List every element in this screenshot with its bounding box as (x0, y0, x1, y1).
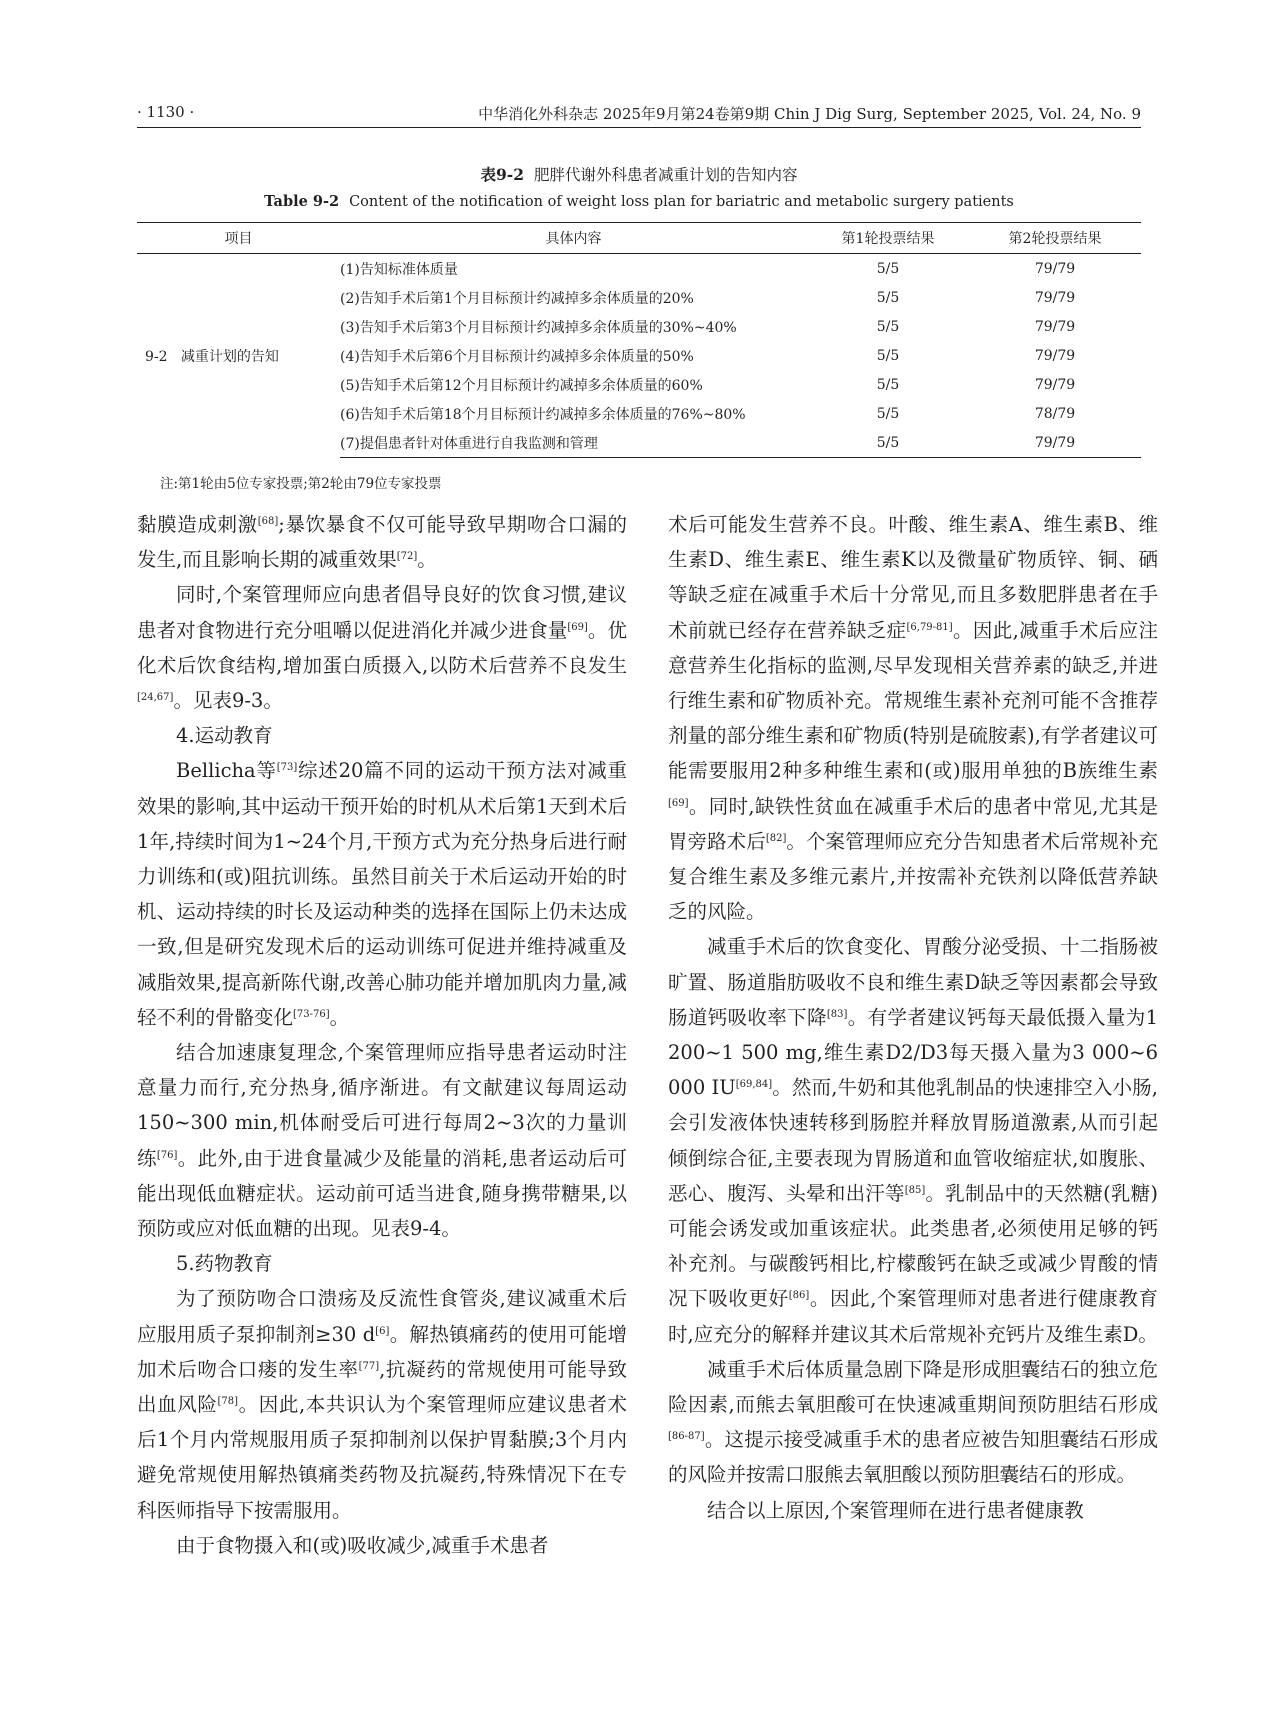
row-round1: 5/5 (807, 428, 969, 458)
citation: [83] (826, 1008, 848, 1020)
row-content: (6)告知手术后第18个月目标预计约减掉多余体质量的76%~80% (340, 406, 746, 423)
table-caption-en (137, 193, 1141, 210)
citation: [73-76] (293, 1008, 330, 1020)
citation: [69,84] (735, 1079, 773, 1091)
paragraph: 结合加速康复理念,个案管理师应指导患者运动时注意量力而行,充分热身,循序渐进。有文献建议每周运动150~300 min,机体耐受后可进行每周2~3次的力量训练[76]。此外,由于进食量减少及能量的消耗,患者运动后可能出现低血糖症状。运动前可适当进食,随身携带糖果,以预防或应对低血糖的出现。见表9-4。 (137, 1041, 627, 1241)
citation: [68] (257, 516, 279, 527)
citation: [6] (375, 1325, 390, 1337)
row-round1: 5/5 (876, 289, 900, 306)
notification-table (137, 222, 1141, 458)
citation: [85] (904, 1184, 926, 1196)
header-content: 具体内容 (340, 223, 807, 254)
paragraph: Bellicha等[73]综述20篇不同的运动干预方法对减重效果的影响,其中运动干预开始的时机从术后第1天到术后1年,持续时间为1~24个月,干预方式为充分热身后进行耐力训练和(或)阻抗训练。虽然目前关于术后运动开始的时机、运动持续的时长及运动种类的选择在国际上仍未达成一致,但是研究发现术后的运动训练可促进并维持减重及减脂效果,提高新陈代谢,改善心肺功能并增加肌肉力量,减轻不利的骨骼变化[73-76]。 (137, 759, 627, 1029)
page-number: · 1130 · (137, 103, 195, 121)
table-title-cn: 肥胖代谢外科患者减重计划的告知内容 (534, 166, 798, 184)
row-round2: 79/79 (1034, 318, 1076, 335)
table-row (137, 254, 1141, 284)
row-content: (4)告知手术后第6个月目标预计约减掉多余体质量的50% (340, 348, 694, 365)
table-header-row (137, 223, 1141, 254)
paragraph: 减重手术后体质量急剧下降是形成胆囊结石的独立危险因素,而熊去氧胆酸可在快速减重期间预防胆结石形成[86-87]。这提示接受减重手术的患者应被告知胆囊结石形成的风险并按需口服熊去氧胆酸以预防胆囊结石的形成。 (668, 1357, 1158, 1487)
citation: [86-87] (668, 1431, 705, 1443)
section-heading: 5.药物教育 (176, 1252, 273, 1276)
row-round1: 5/5 (876, 347, 900, 364)
table-label-en: Table 9-2 (264, 193, 340, 210)
row-round1: 5/5 (876, 318, 900, 335)
row-content: (1)告知标准体质量 (340, 261, 458, 278)
row-round2: 79/79 (1034, 289, 1076, 306)
table-note: 注:第1轮由5位专家投票;第2轮由79位专家投票 (160, 476, 442, 492)
paragraph: 术后可能发生营养不良。叶酸、维生素A、维生素B、维生素D、维生素E、维生素K以及微量矿物质锌、铜、硒等缺乏症在减重手术后十分常见,而且多数肥胖患者在手术前就已经存在营养缺乏症[6,79-81]。因此,减重手术后应注意营养生化指标的监测,尽早发现相关营养素的缺乏,并进行维生素和矿物质补充。常规维生素补充剂可能不含推荐剂量的部分维生素和矿物质(特别是硫胺素),有学者建议可能需要服用2种多种维生素和(或)服用单独的B族维生素[69]。同时,缺铁性贫血在减重手术后的患者中常见,尤其是胃旁路术后[82]。个案管理师应充分告知患者术后常规补充复合维生素及多维元素片,并按需补充铁剂以降低营养缺乏的风险。 (668, 513, 1158, 924)
item-label: 9-2 减重计划的告知 (145, 348, 279, 365)
running-header (137, 103, 1141, 127)
paragraph: 由于食物摄入和(或)吸收减少,减重手术患者 (176, 1533, 549, 1557)
header-round1: 第1轮投票结果 (807, 223, 969, 254)
row-round1: 5/5 (876, 376, 900, 393)
journal-citation: 中华消化外科杂志 2025年9月第24卷第9期 Chin J Dig Surg, September 2025, Vol. 24, No. 9 (478, 105, 1141, 123)
citation: [73] (276, 762, 298, 774)
citation: [77] (358, 1360, 380, 1372)
paragraph: 黏膜造成刺激[68];暴饮暴食不仅可能导致早期吻合口漏的发生,而且影响长期的减重效果[72]。 (137, 513, 627, 572)
header-rule (137, 127, 1141, 128)
paragraph: 结合以上原因,个案管理师在进行患者健康教 (707, 1498, 1084, 1522)
header-item: 项目 (137, 223, 340, 254)
citation: [72] (396, 551, 418, 563)
table-title-en: Content of the notification of weight loss plan for bariatric and metabolic surgery patients (349, 194, 1014, 210)
row-content: (5)告知手术后第12个月目标预计约减掉多余体质量的60% (340, 377, 703, 394)
row-round2: 79/79 (1034, 347, 1076, 364)
paragraph: 减重手术后的饮食变化、胃酸分泌受损、十二指肠被旷置、肠道脂肪吸收不良和维生素D缺乏等因素都会导致肠道钙吸收率下降[83]。有学者建议钙每天最低摄入量为1 200~1 500 mg,维生素D2/D3每天摄入量为3 000~6 000 IU[69,84]。然而,牛奶和其他乳制品的快速排空入小肠,会引发液体快速转移到肠腔并释放胃肠道激素,从而引起倾倒综合征,主要表现为胃肠道和血管收缩症状,如腹胀、恶心、腹泻、头晕和出汗等[85]。乳制品中的天然糖(乳糖)可能会诱发或加重该症状。此类患者,必须使用足够的钙补充剂。与碳酸钙相比,柠檬酸钙在缺乏或减少胃酸的情况下吸收更好[86]。因此,个案管理师对患者进行健康教育时,应充分的解释并建议其术后常规补充钙片及维生素D。 (668, 935, 1158, 1346)
citation: [6,79-81] (906, 621, 953, 633)
citation: [69] (668, 797, 689, 809)
right-column (668, 507, 1158, 1528)
left-column (137, 507, 627, 1563)
header-round2: 第2轮投票结果 (969, 223, 1141, 254)
table-label-cn: 表9-2 (480, 165, 524, 184)
row-round2: 79/79 (969, 428, 1141, 458)
row-round1: 5/5 (876, 405, 900, 422)
row-round1: 5/5 (876, 260, 900, 277)
row-content: (3)告知手术后第3个月目标预计约减掉多余体质量的30%~40% (340, 319, 737, 336)
citation: [78] (217, 1396, 238, 1408)
citation: [82] (765, 832, 787, 844)
row-content: (2)告知手术后第1个月目标预计约减掉多余体质量的20% (340, 290, 694, 307)
paragraph: 为了预防吻合口溃疡及反流性食管炎,建议减重术后应服用质子泵抑制剂≥30 d[6]。解热镇痛药的使用可能增加术后吻合口瘘的发生率[77],抗凝药的常规使用可能导致出血风险[78]。因此,本共识认为个案管理师应建议患者术后1个月内常规服用质子泵抑制剂以保护胃黏膜;3个月内避免常规使用解热镇痛类药物及抗凝药,特殊情况下在专科医师指导下按需服用。 (137, 1287, 627, 1522)
table-caption-cn (137, 163, 1141, 185)
paragraph: 同时,个案管理师应向患者倡导良好的饮食习惯,建议患者对食物进行充分咀嚼以促进消化并减少进食量[69]。优化术后饮食结构,增加蛋白质摄入,以防术后营养不良发生[24,67]。见表9-3。 (137, 583, 627, 713)
row-round2: 79/79 (1034, 376, 1076, 393)
citation: [76] (156, 1149, 178, 1161)
row-round2: 78/79 (1034, 405, 1076, 422)
citation: [24,67] (137, 692, 174, 704)
citation: [69] (567, 621, 588, 633)
row-round2: 79/79 (1034, 260, 1076, 277)
citation: [86] (788, 1290, 810, 1302)
section-heading: 4.运动教育 (176, 724, 273, 748)
row-content: (7)提倡患者针对体重进行自我监测和管理 (340, 428, 807, 458)
